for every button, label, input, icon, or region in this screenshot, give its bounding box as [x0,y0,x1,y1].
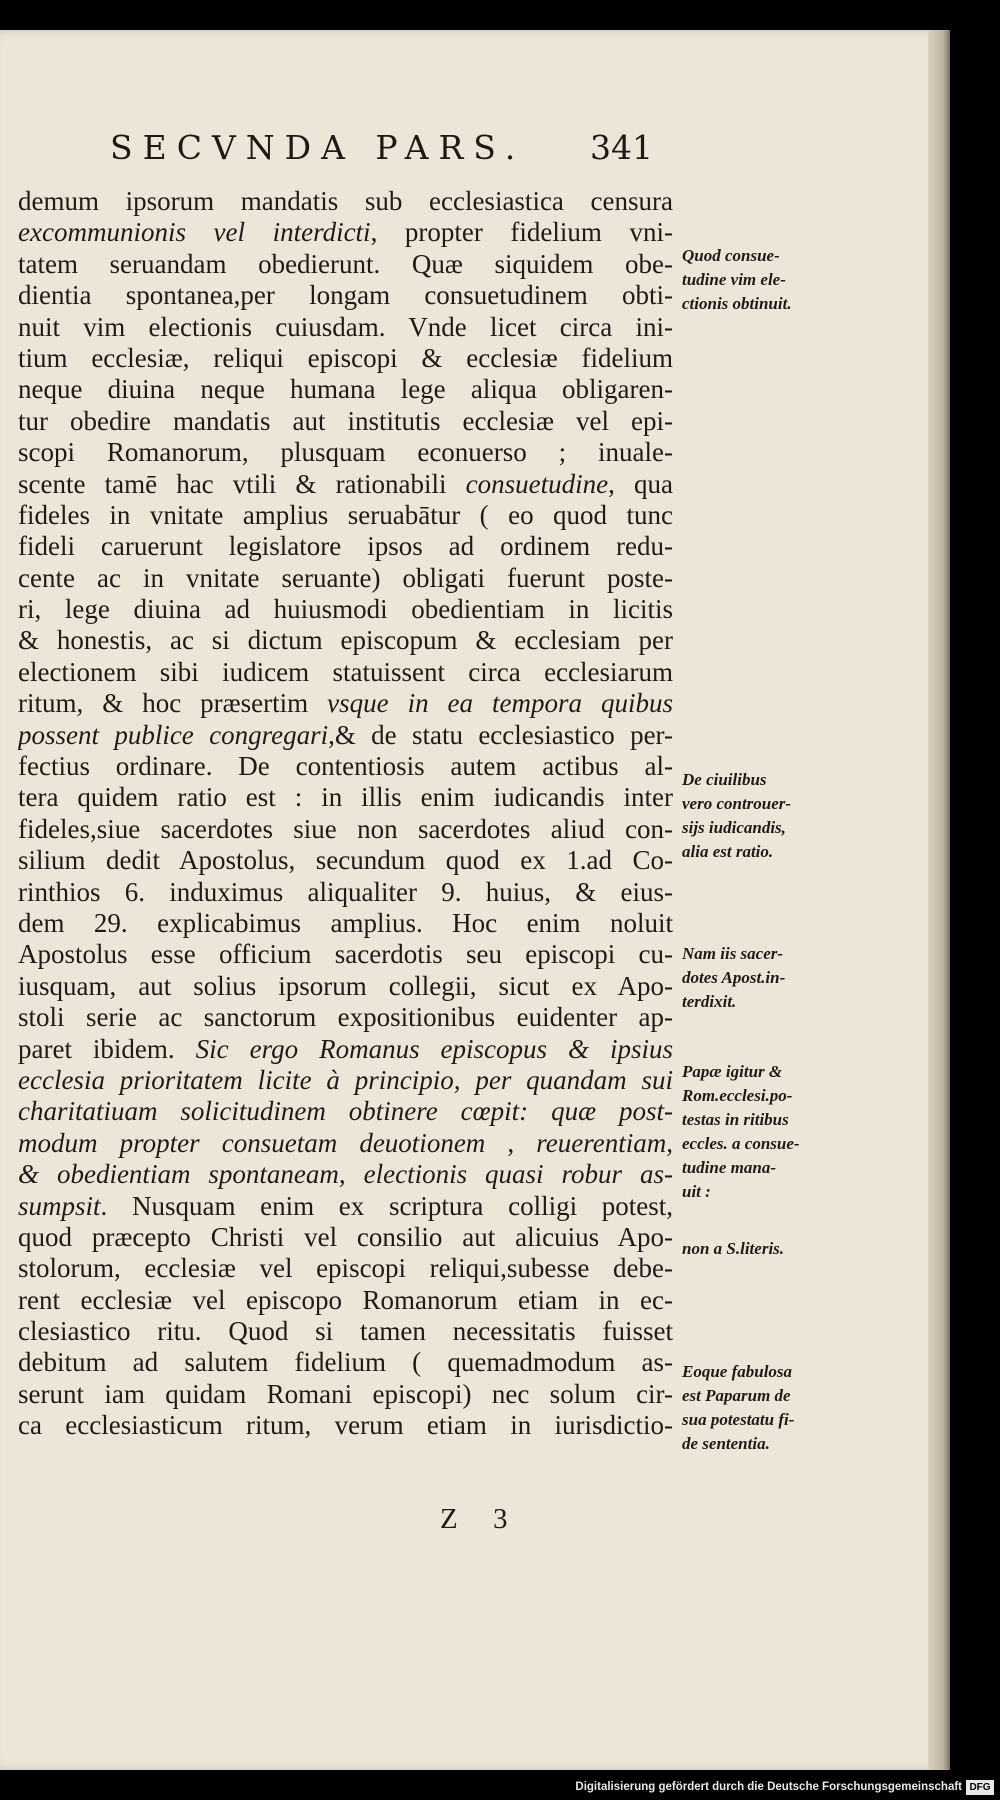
margin-note-line: ctionis obtinuit. [682,294,792,313]
margin-note-ciuilibus [682,768,842,864]
text-line: modum propter consuetam deuotionem , reuerentiam, [18,1127,673,1158]
margin-note-line: de sententia. [682,1434,770,1453]
text-line: dientia spontanea,per longam consuetudinem obti- [18,280,673,311]
text-line: cente ac in vnitate seruante) obligati fuerunt poste- [18,562,673,593]
text-line: fectius ordinare. De contentiosis autem actibus al- [18,751,673,782]
text-line: fideles in vnitate amplius seruabātur ( eo quod tunc [18,499,673,530]
margin-note-line: Nam iis sacer- [682,944,784,963]
text-line: debitum ad salutem fidelium ( quemadmodum as- [18,1347,673,1378]
text-line: electionem sibi iudicem statuissent circa ecclesiarum [18,656,673,687]
text-line: rinthios 6. induximus aliqualiter 9. huius, & eius- [18,876,673,907]
text-line: serunt iam quidam Romani episcopi) nec solum cir- [18,1378,673,1409]
margin-note-consuetudine [682,244,842,316]
margin-note-line: Eoque fabulosa [682,1362,793,1381]
margin-note-line: dotes Apost.in- [682,968,786,987]
text-line: excommunionis vel interdicti, propter fidelium vni- [18,217,673,248]
text-line: tur obedire mandatis aut institutis ecclesiæ vel epi- [18,405,673,436]
text-line: & honestis, ac si dictum episcopum & ecclesiam per [18,625,673,656]
page-edge [928,30,950,1770]
text-line: ecclesia prioritatem licite à principio, per quandam sui [18,1064,673,1095]
text-line: tera quidem ratio est : in illis enim iudicandis inter [18,782,673,813]
text-line: nuit vim electionis cuiusdam. Vnde licet circa ini- [18,311,673,342]
margin-note-line: testas in ritibus [682,1110,789,1129]
margin-note-line: uit : [682,1182,711,1201]
dfg-credit: Digitalisierung gefördert durch die Deutsche Forschungsgemeinschaft [575,1781,962,1793]
margin-note-line: sua potestatu fi- [682,1410,795,1429]
text-line: stolorum, ecclesiæ vel episcopi reliqui,subesse debe- [18,1253,673,1284]
text-line: ritum, & hoc præsertim vsque in ea tempora quibus [18,688,673,719]
margin-note-line: non a S.literis. [682,1239,785,1258]
dfg-logo: DFG [966,1780,994,1795]
margin-note-line: tudine mana- [682,1158,776,1177]
margin-note-nam-iis [682,942,842,1014]
text-line: tatem seruandam obedierunt. Quæ siquidem obe- [18,248,673,279]
text-line: possent publice congregari,& de statu ecclesiastico per- [18,719,673,750]
margin-note-papae [682,1060,842,1204]
text-line: neque diuina neque humana lege aliqua obligaren- [18,374,673,405]
margin-note-line: alia est ratio. [682,842,774,861]
margin-note-eoque [682,1360,842,1456]
margin-note-line: vero controuer- [682,794,792,813]
text-line: Apostolus esse officium sacerdotis seu episcopi cu- [18,939,673,970]
text-line: fideles,siue sacerdotes siue non sacerdotes aliud con- [18,813,673,844]
text-line: ca ecclesiasticum ritum, verum etiam in iurisdictio- [18,1410,673,1441]
text-line: ri, lege diuina ad huiusmodi obedientiam in licitis [18,594,673,625]
text-line: scente tamē hac vtili & rationabili consuetudine, qua [18,468,673,499]
text-line: tium ecclesiæ, reliqui episcopi & ecclesiæ fidelium [18,342,673,373]
margin-note-line: Quod consue- [682,246,780,265]
text-line: sumpsit. Nusquam enim ex scriptura colligi potest, [18,1190,673,1221]
margin-note-line: terdixit. [682,992,737,1011]
text-line: paret ibidem. Sic ergo Romanus episcopus & ipsius [18,1033,673,1064]
margin-note-line: sijs iudicandis, [682,818,786,837]
text-line: fideli caruerunt legislatore ipsos ad ordinem redu- [18,531,673,562]
page-number: 341 [590,128,653,167]
text-line: clesiastico ritu. Quod si tamen necessitatis fuisset [18,1316,673,1347]
signature-mark: Z 3 [440,1503,522,1535]
body-text [18,186,673,1442]
margin-note-non-a [682,1237,842,1261]
margin-note-line: De ciuilibus [682,770,767,789]
text-line: demum ipsorum mandatis sub ecclesiastica censura [18,186,673,216]
text-line: scopi Romanorum, plusquam econuerso ; inuale- [18,437,673,468]
text-line: dem 29. explicabimus amplius. Hoc enim noluit [18,907,673,938]
text-line: rent ecclesiæ vel episcopo Romanorum etiam in ec- [18,1284,673,1315]
running-title: SECVNDA PARS. [110,128,526,167]
margin-note-line: est Paparum de [682,1386,791,1405]
text-line: quod præcepto Christi vel consilio aut alicuius Apo- [18,1221,673,1252]
margin-note-line: Rom.ecclesi.po- [682,1086,793,1105]
margin-note-line: eccles. a consue- [682,1134,800,1153]
text-line: stoli serie ac sanctorum expositionibus euidenter ap- [18,1002,673,1033]
margin-note-line: Papæ igitur & [682,1062,783,1081]
text-line: charitatiuam solicitudinem obtinere cœpit: quæ post- [18,1096,673,1127]
margin-note-line: tudine vim ele- [682,270,786,289]
text-line: silium dedit Apostolus, secundum quod ex 1.ad Co- [18,845,673,876]
text-line: & obedientiam spontaneam, electionis quasi robur as- [18,1159,673,1190]
text-line: iusquam, aut solius ipsorum collegii, sicut ex Apo- [18,970,673,1001]
